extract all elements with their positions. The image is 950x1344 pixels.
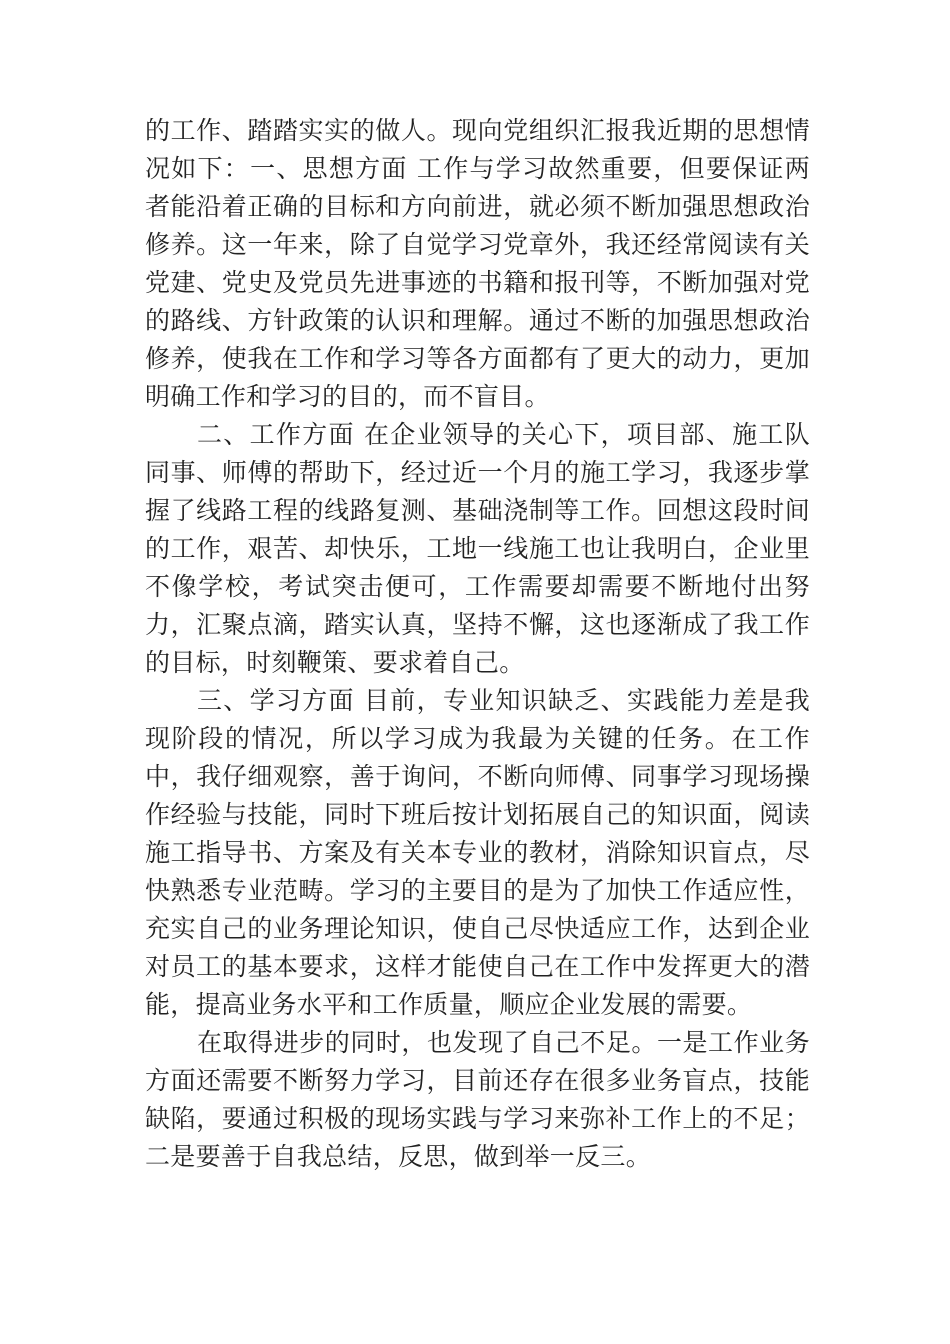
paragraph-work: 二、工作方面 在企业领导的关心下，项目部、施工队同事、师傅的帮助下，经过近一个月的施工学习，我逐步掌握了线路工程的线路复测、基础浇制等工作。回想这段时间的工作，艰苦、却快乐，工地一线施工也让我明白，企业里不像学校，考试突击便可，工作需要却需要不断地付出努力，汇聚点滴，踏实认真，坚持不懈，这也逐渐成了我工作的目标，时刻鞭策、要求着自己。 (145, 420, 810, 677)
paragraph-shortcomings: 在取得进步的同时，也发现了自己不足。一是工作业务方面还需要不断努力学习，目前还存在很多业务盲点，技能缺陷，要通过积极的现场实践与学习来弥补工作上的不足；二是要善于自我总结，反思，做到举一反三。 (145, 1028, 810, 1171)
paragraph-continuation: 的工作、踏踏实实的做人。现向党组织汇报我近期的思想情况如下：一、思想方面 工作与学习故然重要，但要保证两者能沿着正确的目标和方向前进，就必须不断加强思想政治修养。这一年来，除了自觉学习党章外，我还经常阅读有关党建、党史及党员先进事迹的书籍和报刊等，不断加强对党的路线、方针政策的认识和理解。通过不断的加强思想政治修养，使我在工作和学习等各方面都有了更大的动力，更加明确工作和学习的目的，而不盲目。 (145, 116, 810, 411)
paragraph-study: 三、学习方面 目前，专业知识缺乏、实践能力差是我现阶段的情况，所以学习成为我最为关键的任务。在工作中，我仔细观察，善于询问，不断向师傅、同事学习现场操作经验与技能，同时下班后按计划拓展自己的知识面，阅读施工指导书、方案及有关本专业的教材，消除知识盲点，尽快熟悉专业范畴。学习的主要目的是为了加快工作适应性，充实自己的业务理论知识，使自己尽快适应工作，达到企业对员工的基本要求，这样才能使自己在工作中发挥更大的潜能，提高业务水平和工作质量，顺应企业发展的需要。 (145, 686, 810, 1019)
document-body (145, 112, 810, 1176)
